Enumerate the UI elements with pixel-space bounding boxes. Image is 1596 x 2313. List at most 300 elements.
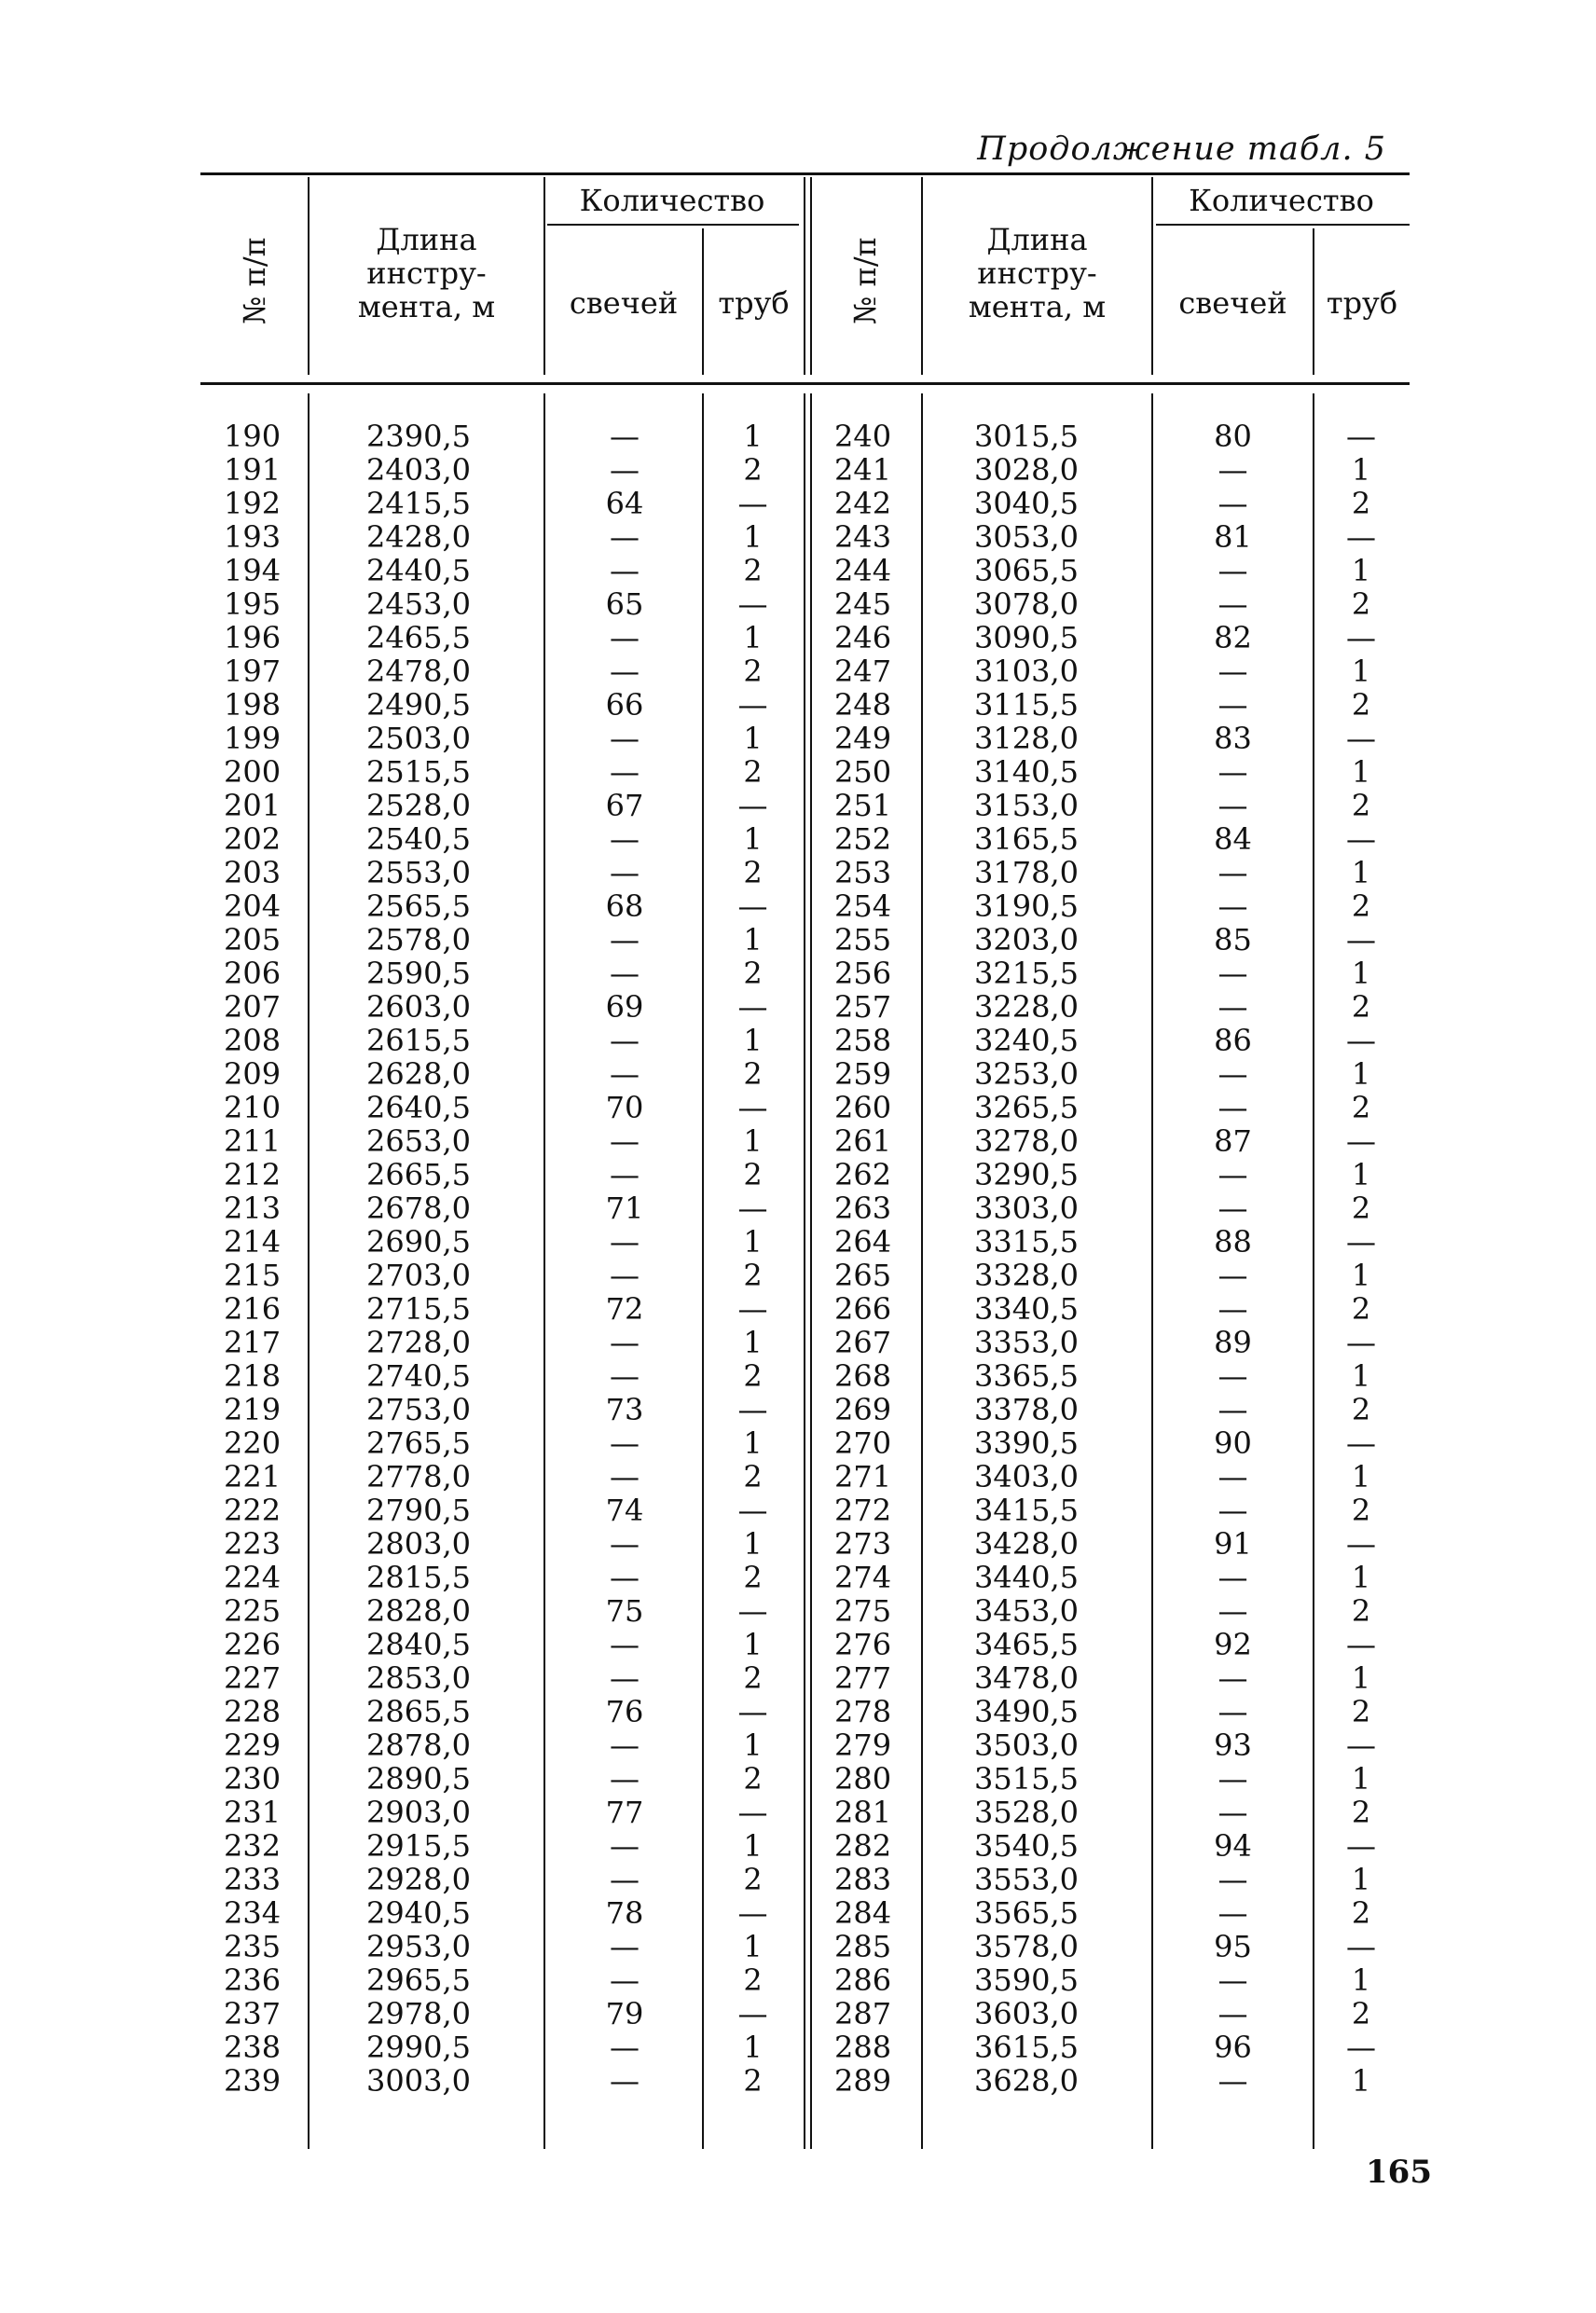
table-cell: 259 xyxy=(834,1056,892,1092)
table-cell: — xyxy=(1346,1526,1376,1562)
table-cell: — xyxy=(1218,1291,1248,1327)
table-cell: 3103,0 xyxy=(974,654,1079,689)
table-cell: — xyxy=(610,2030,640,2065)
table-cell: 268 xyxy=(834,1358,892,1394)
table-cell: 3090,5 xyxy=(974,620,1079,655)
table-caption: Продолжение табл. 5 xyxy=(977,131,1386,168)
table-cell: 1 xyxy=(1351,1056,1371,1092)
table-cell: 2628,0 xyxy=(366,1056,471,1092)
table-cell: 2 xyxy=(743,1258,763,1293)
header-length-line2: инстру- xyxy=(366,255,487,291)
table-cell: — xyxy=(610,1828,640,1864)
top-rule xyxy=(200,172,1410,175)
table-cell: 239 xyxy=(224,2063,282,2099)
table-cell: 2 xyxy=(743,1862,763,1897)
table-cell: 204 xyxy=(224,888,282,924)
table-cell: 2 xyxy=(1351,888,1371,924)
table-cell: 1 xyxy=(743,1728,763,1763)
page-number: 165 xyxy=(1366,2154,1432,2191)
table-cell: 2 xyxy=(1351,1795,1371,1830)
table-cell: — xyxy=(610,1425,640,1461)
table-cell: 3353,0 xyxy=(974,1325,1079,1360)
table-cell: 205 xyxy=(224,922,282,957)
table-cell: 193 xyxy=(224,519,282,555)
table-cell: 261 xyxy=(834,1123,892,1159)
table-cell: — xyxy=(737,1795,768,1830)
table-cell: 247 xyxy=(834,654,892,689)
table-cell: 2390,5 xyxy=(366,419,471,454)
table-cell: 2 xyxy=(743,855,763,890)
table-cell: 201 xyxy=(224,788,282,823)
table-cell: 2703,0 xyxy=(366,1258,471,1293)
table-cell: 269 xyxy=(834,1392,892,1427)
header-bottom-rule xyxy=(200,382,1410,385)
table-cell: 2828,0 xyxy=(366,1593,471,1629)
table-cell: 76 xyxy=(605,1694,644,1729)
table-cell: 2 xyxy=(1351,1895,1371,1931)
table-cell: — xyxy=(610,1862,640,1897)
table-cell: 3465,5 xyxy=(974,1627,1079,1662)
table-cell: 200 xyxy=(224,754,282,790)
table-cell: 2 xyxy=(1351,1191,1371,1226)
table-cell: — xyxy=(610,1325,640,1360)
table-cell: 2 xyxy=(743,1358,763,1394)
table-cell: — xyxy=(1218,654,1248,689)
table-cell: 208 xyxy=(224,1023,282,1058)
table-cell: 3278,0 xyxy=(974,1123,1079,1159)
table-cell: — xyxy=(610,1627,640,1662)
table-cell: 281 xyxy=(834,1795,892,1830)
table-cell: — xyxy=(737,1493,768,1528)
table-cell: 2578,0 xyxy=(366,922,471,957)
table-cell: — xyxy=(610,1224,640,1260)
table-cell: — xyxy=(610,620,640,655)
col-candles-left xyxy=(555,420,695,2098)
table-cell: 3453,0 xyxy=(974,1593,1079,1629)
table-cell: 283 xyxy=(834,1862,892,1897)
table-cell: 2765,5 xyxy=(366,1425,471,1461)
table-cell: 235 xyxy=(224,1929,282,1964)
table-cell: 2678,0 xyxy=(366,1191,471,1226)
table-cell: 87 xyxy=(1214,1123,1252,1159)
table-cell: 81 xyxy=(1214,519,1252,555)
table-cell: 3515,5 xyxy=(974,1761,1079,1797)
table-cell: 92 xyxy=(1214,1627,1252,1662)
table-cell: 91 xyxy=(1214,1526,1252,1562)
table-cell: 237 xyxy=(224,1996,282,2031)
table-cell: 3015,5 xyxy=(974,419,1079,454)
table-cell: 287 xyxy=(834,1996,892,2031)
table-cell: — xyxy=(610,1023,640,1058)
table-cell: 2690,5 xyxy=(366,1224,471,1260)
table-cell: 263 xyxy=(834,1191,892,1226)
table-cell: — xyxy=(1346,1023,1376,1058)
table-cell: 3415,5 xyxy=(974,1493,1079,1528)
table-cell: 231 xyxy=(224,1795,282,1830)
table-cell: 225 xyxy=(224,1593,282,1629)
col-pipes-left xyxy=(709,420,797,2098)
table-cell: — xyxy=(1218,1962,1248,1998)
table-cell: 3228,0 xyxy=(974,989,1079,1025)
table-cell: — xyxy=(610,855,640,890)
table-cell: 3340,5 xyxy=(974,1291,1079,1327)
table-cell: 249 xyxy=(834,721,892,756)
table-cell: — xyxy=(610,956,640,991)
table-cell: 3065,5 xyxy=(974,553,1079,588)
table-cell: 3328,0 xyxy=(974,1258,1079,1293)
table-cell: 88 xyxy=(1214,1224,1252,1260)
table-cell: 280 xyxy=(834,1761,892,1797)
table-cell: 79 xyxy=(605,1996,644,2031)
table-cell: 288 xyxy=(834,2030,892,2065)
table-cell: 3203,0 xyxy=(974,922,1079,957)
table-cell: 277 xyxy=(834,1660,892,1696)
table-cell: 3165,5 xyxy=(974,821,1079,857)
table-cell: 2953,0 xyxy=(366,1929,471,1964)
table-cell: 218 xyxy=(224,1358,282,1394)
table-cell: 77 xyxy=(605,1795,644,1830)
table-cell: 3540,5 xyxy=(974,1828,1079,1864)
table-cell: — xyxy=(610,754,640,790)
table-cell: 2715,5 xyxy=(366,1291,471,1327)
table-cell: 260 xyxy=(834,1090,892,1125)
table-cell: 1 xyxy=(743,922,763,957)
table-cell: — xyxy=(1218,1090,1248,1125)
table-cell: 226 xyxy=(224,1627,282,1662)
table-cell: — xyxy=(610,419,640,454)
table-cell: 2 xyxy=(1351,1996,1371,2031)
table-cell: 245 xyxy=(834,586,892,622)
table-cell: 2940,5 xyxy=(366,1895,471,1931)
table-cell: — xyxy=(610,2063,640,2099)
table-cell: 2553,0 xyxy=(366,855,471,890)
table-cell: 2515,5 xyxy=(366,754,471,790)
table-cell: 3590,5 xyxy=(974,1962,1079,1998)
table-cell: 214 xyxy=(224,1224,282,1260)
table-cell: 3003,0 xyxy=(366,2063,471,2099)
table-cell: 1 xyxy=(743,1627,763,1662)
table-cell: — xyxy=(1218,989,1248,1025)
table-cell: 85 xyxy=(1214,922,1252,957)
table-cell: — xyxy=(737,888,768,924)
table-cell: 2 xyxy=(743,1459,763,1494)
body-vline xyxy=(1151,393,1153,2149)
table-cell: 3615,5 xyxy=(974,2030,1079,2065)
table-cell: 2915,5 xyxy=(366,1828,471,1864)
table-cell: 67 xyxy=(605,788,644,823)
table-cell: 3053,0 xyxy=(974,519,1079,555)
table-cell: — xyxy=(1218,452,1248,488)
table-cell: — xyxy=(1218,956,1248,991)
table-cell: — xyxy=(1346,519,1376,555)
table-cell: — xyxy=(610,1962,640,1998)
table-cell: 267 xyxy=(834,1325,892,1360)
table-cell: — xyxy=(737,1392,768,1427)
table-cell: 196 xyxy=(224,620,282,655)
table-cell: — xyxy=(1218,1358,1248,1394)
table-cell: — xyxy=(1346,1929,1376,1964)
table-cell: 2 xyxy=(1351,486,1371,521)
body-vline xyxy=(1313,393,1314,2149)
table-cell: 2790,5 xyxy=(366,1493,471,1528)
header-candles: свечей xyxy=(1178,285,1287,321)
table-cell: — xyxy=(610,821,640,857)
table-cell: 3578,0 xyxy=(974,1929,1079,1964)
table-cell: 3315,5 xyxy=(974,1224,1079,1260)
col-length-right xyxy=(974,420,1133,2098)
table-cell: 3215,5 xyxy=(974,956,1079,991)
table-cell: 244 xyxy=(834,553,892,588)
table-cell: 2 xyxy=(1351,586,1371,622)
table-cell: 1 xyxy=(1351,956,1371,991)
table-cell: 75 xyxy=(605,1593,644,1629)
table-cell: 242 xyxy=(834,486,892,521)
table-cell: 210 xyxy=(224,1090,282,1125)
table-cell: 2 xyxy=(1351,989,1371,1025)
table-cell: — xyxy=(1346,1425,1376,1461)
table-cell: 1 xyxy=(1351,1560,1371,1595)
table-cell: — xyxy=(610,654,640,689)
col-length-left xyxy=(366,420,525,2098)
table-cell: — xyxy=(1218,1191,1248,1226)
table-cell: 3290,5 xyxy=(974,1157,1079,1192)
table-cell: 89 xyxy=(1214,1325,1252,1360)
table-cell: 253 xyxy=(834,855,892,890)
table-cell: — xyxy=(610,1660,640,1696)
table-cell: 2 xyxy=(743,1660,763,1696)
table-cell: 3265,5 xyxy=(974,1090,1079,1125)
table-cell: — xyxy=(1346,2030,1376,2065)
table-cell: 1 xyxy=(1351,654,1371,689)
table-cell: 78 xyxy=(605,1895,644,1931)
table-cell: — xyxy=(1218,1560,1248,1595)
table-cell: — xyxy=(737,586,768,622)
table-cell: 72 xyxy=(605,1291,644,1327)
table-cell: 222 xyxy=(224,1493,282,1528)
table-cell: 1 xyxy=(743,519,763,555)
table-cell: 2478,0 xyxy=(366,654,471,689)
table-cell: 2890,5 xyxy=(366,1761,471,1797)
table-cell: 1 xyxy=(743,419,763,454)
table-cell: 1 xyxy=(743,2030,763,2065)
table-cell: 256 xyxy=(834,956,892,991)
table-cell: 1 xyxy=(743,1929,763,1964)
table-cell: 207 xyxy=(224,989,282,1025)
table-cell: — xyxy=(1218,1392,1248,1427)
table-cell: 3190,5 xyxy=(974,888,1079,924)
table-cell: 90 xyxy=(1214,1425,1252,1461)
table-cell: 2 xyxy=(1351,1291,1371,1327)
table-cell: 2878,0 xyxy=(366,1728,471,1763)
table-cell: 229 xyxy=(224,1728,282,1763)
table-cell: — xyxy=(610,1358,640,1394)
table-cell: — xyxy=(1346,1123,1376,1159)
table-cell: 216 xyxy=(224,1291,282,1327)
table-cell: 2 xyxy=(1351,1593,1371,1629)
header-num: № п/п xyxy=(237,237,272,324)
table-cell: 274 xyxy=(834,1560,892,1595)
table-cell: 69 xyxy=(605,989,644,1025)
table-cell: 228 xyxy=(224,1694,282,1729)
table-cell: 3240,5 xyxy=(974,1023,1079,1058)
table-cell: 2928,0 xyxy=(366,1862,471,1897)
table-cell: — xyxy=(1218,1593,1248,1629)
table-cell: 1 xyxy=(743,821,763,857)
table-cell: — xyxy=(1346,1325,1376,1360)
table-cell: — xyxy=(610,1560,640,1595)
table-cell: — xyxy=(610,1056,640,1092)
table-cell: — xyxy=(737,989,768,1025)
table-cell: 265 xyxy=(834,1258,892,1293)
table-cell: 2990,5 xyxy=(366,2030,471,2065)
header-length-line1: Длина xyxy=(376,222,477,257)
table-cell: 236 xyxy=(224,1962,282,1998)
table-cell: 2 xyxy=(743,1056,763,1092)
table-cell: 217 xyxy=(224,1325,282,1360)
table-cell: 272 xyxy=(834,1493,892,1528)
table-cell: 1 xyxy=(743,620,763,655)
table-cell: — xyxy=(1218,855,1248,890)
table-cell: 1 xyxy=(1351,1358,1371,1394)
body-vline xyxy=(308,393,310,2149)
table-cell: — xyxy=(1346,922,1376,957)
table-cell: — xyxy=(610,1157,640,1192)
table-cell: 192 xyxy=(224,486,282,521)
table-cell: — xyxy=(737,1291,768,1327)
table-cell: 1 xyxy=(743,1828,763,1864)
table-cell: 2865,5 xyxy=(366,1694,471,1729)
table-cell: 190 xyxy=(224,419,282,454)
table-cell: — xyxy=(610,1728,640,1763)
table-cell: — xyxy=(737,486,768,521)
quantity-underline-right xyxy=(1156,224,1410,226)
table-cell: 3303,0 xyxy=(974,1191,1079,1226)
table-cell: 71 xyxy=(605,1191,644,1226)
table-cell: 1 xyxy=(1351,1459,1371,1494)
table-cell: 285 xyxy=(834,1929,892,1964)
header-length-line1: Длина xyxy=(986,222,1088,257)
table-cell: 243 xyxy=(834,519,892,555)
body-vline xyxy=(543,393,545,2149)
table-cell: 273 xyxy=(834,1526,892,1562)
table-cell: — xyxy=(610,1526,640,1562)
table-cell: 1 xyxy=(743,1123,763,1159)
header-vline xyxy=(810,177,812,375)
table-cell: 250 xyxy=(834,754,892,790)
table-cell: 2 xyxy=(1351,788,1371,823)
header-quantity: Количество xyxy=(579,183,765,218)
table-cell: 93 xyxy=(1214,1728,1252,1763)
table-cell: 3478,0 xyxy=(974,1660,1079,1696)
table-cell: — xyxy=(610,1459,640,1494)
table-cell: — xyxy=(1346,1627,1376,1662)
table-cell: — xyxy=(1346,1728,1376,1763)
table-cell: — xyxy=(1346,620,1376,655)
table-cell: 1 xyxy=(1351,1157,1371,1192)
header-vline xyxy=(804,177,805,375)
table-cell: 251 xyxy=(834,788,892,823)
table-cell: 213 xyxy=(224,1191,282,1226)
table-cell: 2853,0 xyxy=(366,1660,471,1696)
table-cell: 271 xyxy=(834,1459,892,1494)
table-cell: 3078,0 xyxy=(974,586,1079,622)
table-cell: 3128,0 xyxy=(974,721,1079,756)
table-cell: 2415,5 xyxy=(366,486,471,521)
table-cell: 279 xyxy=(834,1728,892,1763)
table-cell: — xyxy=(737,1191,768,1226)
table-cell: 3390,5 xyxy=(974,1425,1079,1461)
table-cell: 2590,5 xyxy=(366,956,471,991)
table-cell: 289 xyxy=(834,2063,892,2099)
data-table xyxy=(200,172,1410,2149)
table-cell: 70 xyxy=(605,1090,644,1125)
table-cell: 234 xyxy=(224,1895,282,1931)
table-cell: 219 xyxy=(224,1392,282,1427)
table-cell: — xyxy=(1218,754,1248,790)
table-cell: 3403,0 xyxy=(974,1459,1079,1494)
table-cell: 1 xyxy=(1351,1962,1371,1998)
body-vline xyxy=(810,393,812,2149)
header-pipes: труб xyxy=(718,285,790,321)
table-cell: 3365,5 xyxy=(974,1358,1079,1394)
table-cell: 64 xyxy=(605,486,644,521)
table-cell: 195 xyxy=(224,586,282,622)
table-cell: — xyxy=(1218,1996,1248,2031)
col-num-left xyxy=(224,420,303,2098)
table-cell: — xyxy=(737,1996,768,2031)
table-cell: — xyxy=(1218,1157,1248,1192)
table-cell: — xyxy=(737,1090,768,1125)
table-cell: — xyxy=(1218,1258,1248,1293)
table-cell: 1 xyxy=(743,1325,763,1360)
table-cell: 2440,5 xyxy=(366,553,471,588)
table-cell: — xyxy=(610,721,640,756)
table-cell: 2565,5 xyxy=(366,888,471,924)
table-cell: 221 xyxy=(224,1459,282,1494)
table-cell: 2 xyxy=(1351,1694,1371,1729)
table-cell: — xyxy=(610,452,640,488)
table-cell: — xyxy=(737,1895,768,1931)
table-cell: — xyxy=(1346,821,1376,857)
table-cell: 2403,0 xyxy=(366,452,471,488)
table-cell: — xyxy=(1218,1459,1248,1494)
table-cell: 2453,0 xyxy=(366,586,471,622)
table-cell: 2665,5 xyxy=(366,1157,471,1192)
table-cell: — xyxy=(1218,1694,1248,1729)
table-cell: 66 xyxy=(605,687,644,723)
table-cell: — xyxy=(737,1593,768,1629)
table-cell: 211 xyxy=(224,1123,282,1159)
table-cell: 1 xyxy=(1351,553,1371,588)
table-cell: 82 xyxy=(1214,620,1252,655)
table-cell: — xyxy=(1218,888,1248,924)
table-cell: 2 xyxy=(1351,1493,1371,1528)
table-cell: 2490,5 xyxy=(366,687,471,723)
table-cell: 199 xyxy=(224,721,282,756)
table-cell: 2 xyxy=(743,754,763,790)
table-cell: 3553,0 xyxy=(974,1862,1079,1897)
table-cell: 2 xyxy=(743,1761,763,1797)
table-cell: 252 xyxy=(834,821,892,857)
col-pipes-right xyxy=(1319,420,1403,2098)
table-cell: 1 xyxy=(743,1023,763,1058)
table-cell: 257 xyxy=(834,989,892,1025)
table-cell: — xyxy=(610,553,640,588)
table-cell: — xyxy=(1218,586,1248,622)
table-cell: 2528,0 xyxy=(366,788,471,823)
table-cell: 209 xyxy=(224,1056,282,1092)
table-cell: 3028,0 xyxy=(974,452,1079,488)
